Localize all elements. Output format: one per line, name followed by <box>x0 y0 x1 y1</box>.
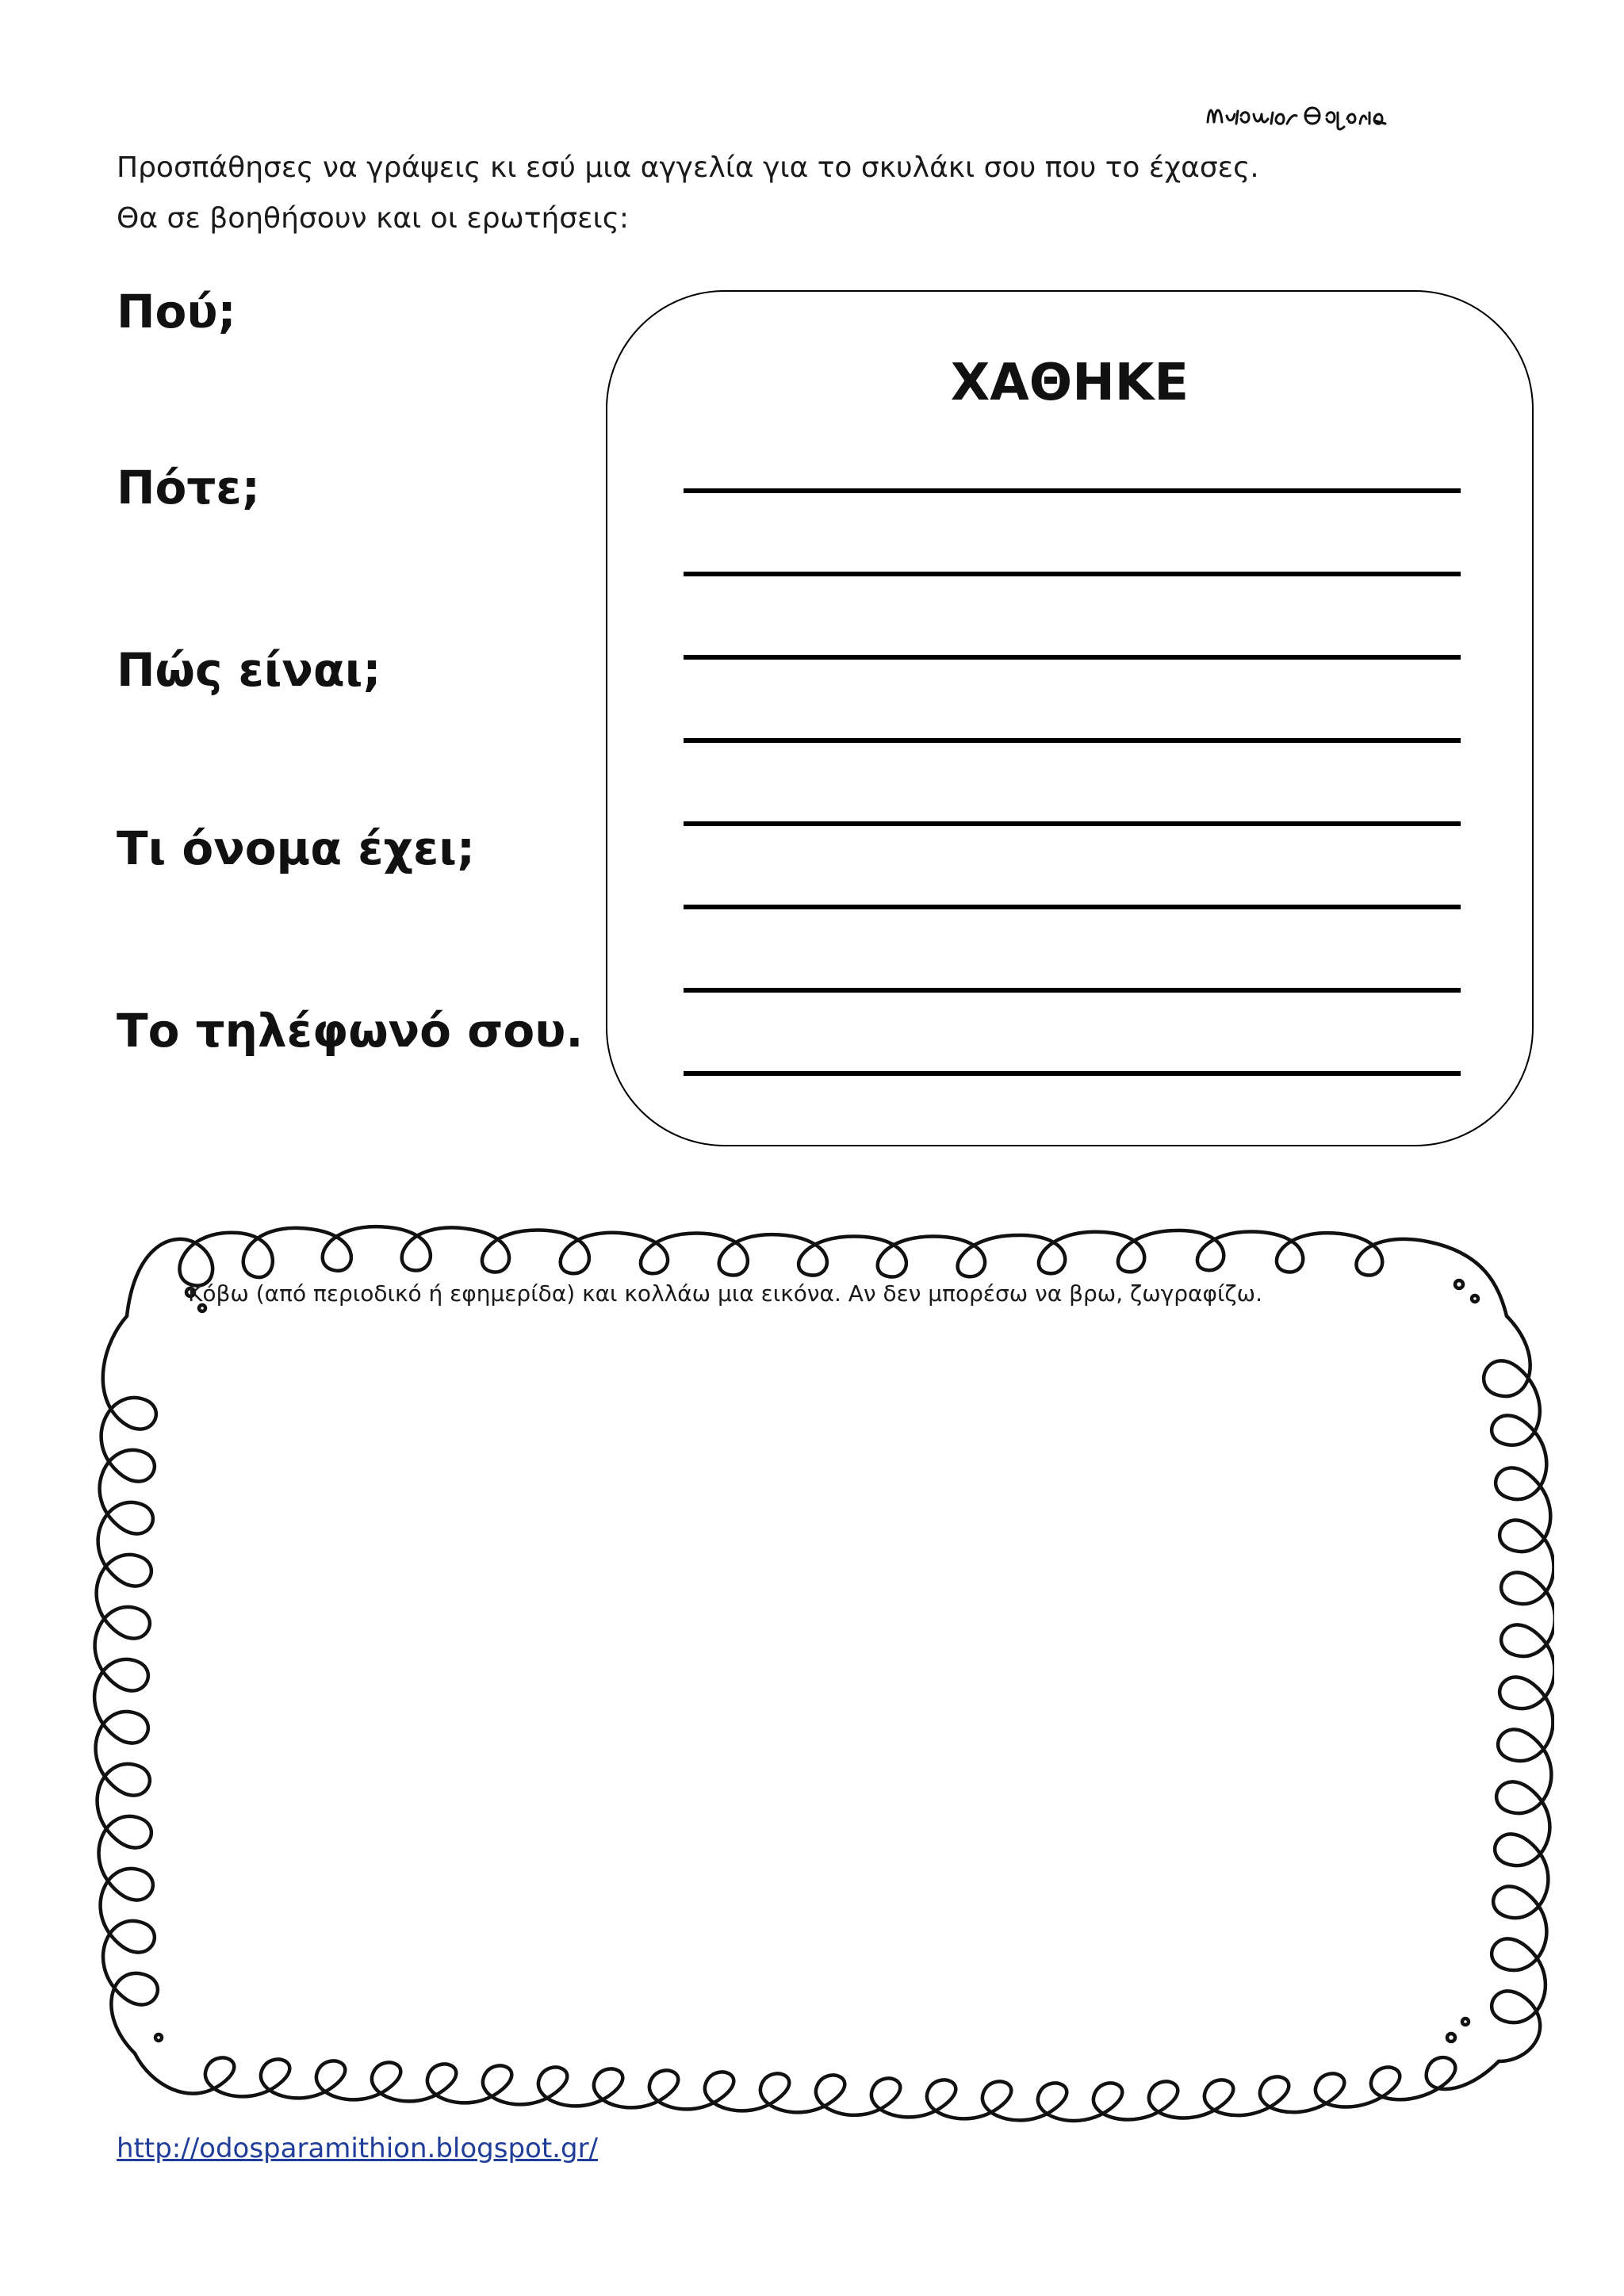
answer-line-5[interactable] <box>684 821 1461 826</box>
answer-line-8[interactable] <box>684 1071 1461 1076</box>
answer-line-7[interactable] <box>684 988 1461 993</box>
instruction-line-1: Προσπάθησες να γράψεις κι εσύ μια αγγελία για το σκυλάκι σου που το έχασες. <box>117 151 1259 184</box>
question-what-it-looks-like: Πώς είναι; <box>117 643 381 697</box>
answer-line-3[interactable] <box>684 655 1461 660</box>
question-when: Πότε; <box>117 461 260 515</box>
instruction-line-2: Θα σε βοηθήσουν και οι ερωτήσεις: <box>117 202 629 235</box>
blog-link[interactable]: http://odosparamithion.blogspot.gr/ <box>117 2133 599 2164</box>
question-where: Πού; <box>117 285 236 339</box>
answer-line-1[interactable] <box>684 488 1461 493</box>
notice-title: ΧΑΘΗΚΕ <box>950 354 1189 412</box>
question-your-phone: Το τηλέφωνό σου. <box>117 1004 584 1058</box>
lost-dog-notice-box <box>606 290 1534 1146</box>
picture-instructions: Κόβω (από περιοδικό ή εφημερίδα) και κολλάω μια εικόνα. Αν δεν μπορέσω να βρω, ζωγραφίζω. <box>188 1280 1262 1307</box>
answer-line-4[interactable] <box>684 738 1461 743</box>
author-signature <box>1201 95 1400 135</box>
answer-line-6[interactable] <box>684 905 1461 909</box>
answer-line-2[interactable] <box>684 572 1461 576</box>
instructions <box>117 143 1425 244</box>
question-its-name: Τι όνομα έχει; <box>117 821 476 875</box>
doodle-frame <box>79 1197 1554 2133</box>
